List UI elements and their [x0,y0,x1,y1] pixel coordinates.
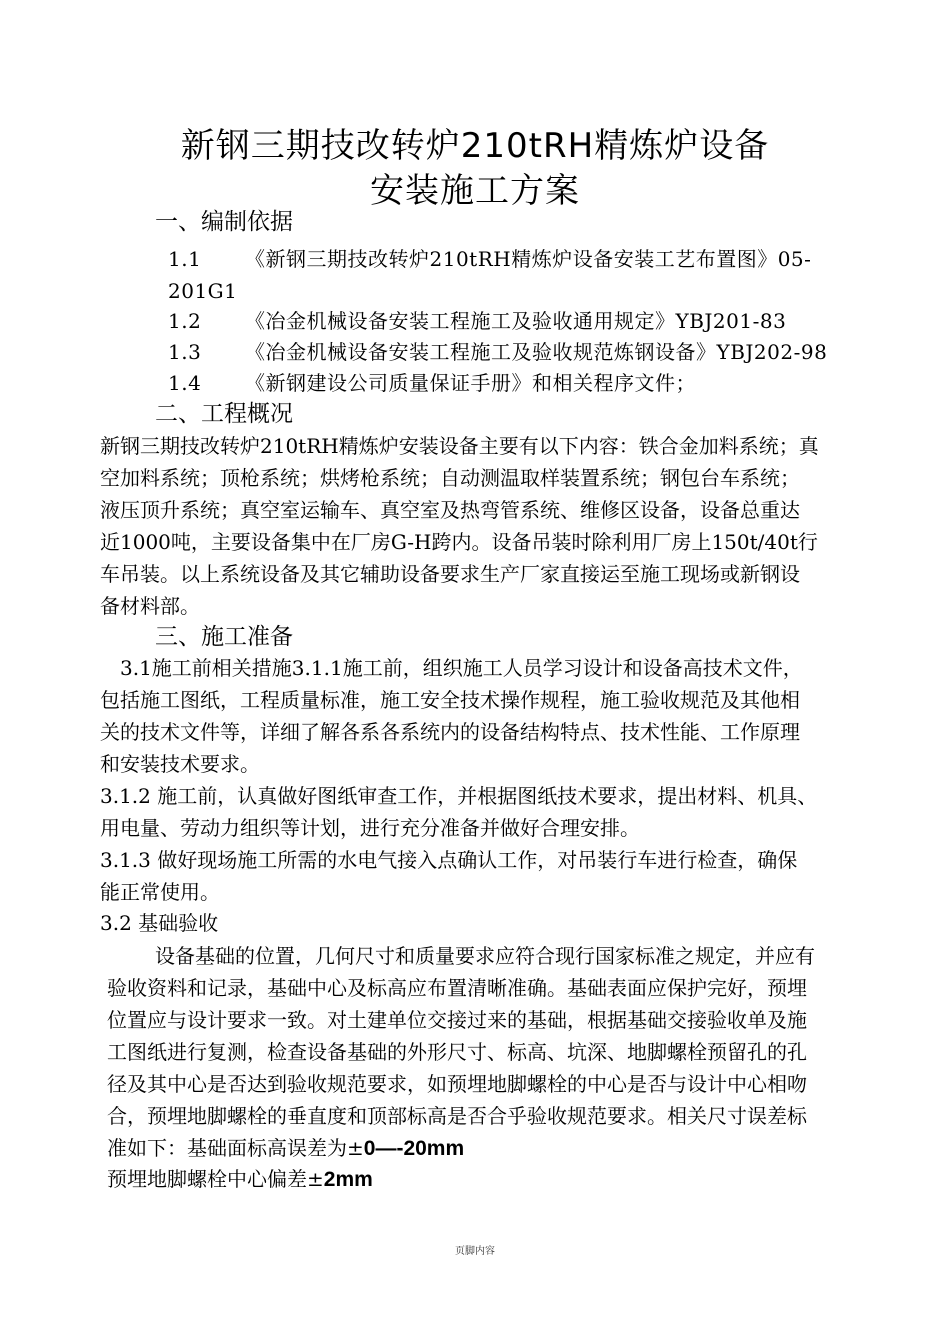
overview-line-6: 备材料部。 [100,594,200,618]
foundation-line-6: 合，预埋地脚螺栓的垂直度和顶部标高是否合乎验收规范要求。相关尺寸误差标 [107,1104,807,1128]
foundation-line-3: 位置应与设计要求一致。对土建单位交接过来的基础，根据基础交接验收单及施 [107,1008,807,1032]
ref-3-text: 《冶金机械设备安装工程施工及验收规范炼钢设备》YBJ202-98 [245,340,828,364]
prep-p1-line-4: 和安装技术要求。 [100,752,260,776]
tolerance-2-value: 2mm [323,1168,373,1191]
page-footer: 页脚内容 [455,1246,495,1257]
prep-p2-line-2: 用电量、劳动力组织等计划，进行充分准备并做好合理安排。 [100,816,640,840]
tolerance-line-2 [107,1163,373,1196]
sub-heading-foundation: 3.2 基础验收 [100,911,219,935]
title-line-1: 新钢三期技改转炉210tRH精炼炉设备 [180,126,770,166]
section-1-heading: 一、编制依据 [155,209,293,235]
ref-1-text: 《新钢三期技改转炉210tRH精炼炉设备安装工艺布置图》05- [245,247,812,271]
ref-2-num: 1.2 [168,309,202,333]
section-3-heading: 三、施工准备 [155,624,293,650]
prep-p3-line-1: 3.1.3 做好现场施工所需的水电气接入点确认工作，对吊装行车进行检查，确保 [100,848,798,872]
ref-4-text: 《新钢建设公司质量保证手册》和相关程序文件； [245,371,696,395]
ref-4-num: 1.4 [168,371,202,395]
ref-3-num: 1.3 [168,340,202,364]
section-2-heading: 二、工程概况 [155,401,293,427]
overview-line-2: 空加料系统；顶枪系统；烘烤枪系统；自动测温取样装置系统；钢包台车系统； [100,466,800,490]
ref-2-text: 《冶金机械设备安装工程施工及验收通用规定》YBJ201-83 [245,309,787,333]
ref-1-continuation: 201G1 [168,279,238,303]
prep-p3-line-2: 能正常使用。 [100,880,220,904]
title-line-2: 安装施工方案 [370,171,580,211]
foundation-line-2: 验收资料和记录，基础中心及标高应布置清晰准确。基础表面应保护完好，预埋 [107,976,807,1000]
overview-line-5: 车吊装。以上系统设备及其它辅助设备要求生产厂家直接运至施工现场或新钢设 [100,562,800,586]
tolerance-1-value: 0—-20mm [363,1137,465,1160]
overview-line-1: 新钢三期技改转炉210tRH精炼炉安装设备主要有以下内容：铁合金加料系统；真 [100,434,819,458]
tolerance-1-label: 准如下：基础面标高误差为± [107,1136,364,1160]
prep-p1-line-1: 3.1施工前相关措施3.1.1施工前，组织施工人员学习设计和设备高技术文件， [120,656,803,680]
tolerance-line-1 [107,1132,464,1165]
overview-line-4: 近1000吨，主要设备集中在厂房G-H跨内。设备吊装时除利用厂房上150t/40t行 [100,530,818,554]
foundation-line-1: 设备基础的位置，几何尺寸和质量要求应符合现行国家标准之规定，并应有 [155,944,815,968]
prep-p2-line-1: 3.1.2 施工前，认真做好图纸审查工作，并根据图纸技术要求，提出材料、机具、 [100,784,818,808]
overview-line-3: 液压顶升系统；真空室运输车、真空室及热弯管系统、维修区设备，设备总重达 [100,498,800,522]
ref-1-num: 1.1 [168,247,202,271]
prep-p1-line-3: 关的技术文件等，详细了解各系各系统内的设备结构特点、技术性能、工作原理 [100,720,800,744]
prep-p1-line-2: 包括施工图纸，工程质量标准，施工安全技术操作规程，施工验收规范及其他相 [100,688,800,712]
foundation-line-4: 工图纸进行复测，检查设备基础的外形尺寸、标高、坑深、地脚螺栓预留孔的孔 [107,1040,807,1064]
tolerance-2-label: 预埋地脚螺栓中心偏差± [107,1167,324,1191]
foundation-line-5: 径及其中心是否达到验收规范要求，如预埋地脚螺栓的中心是否与设计中心相吻 [107,1072,807,1096]
